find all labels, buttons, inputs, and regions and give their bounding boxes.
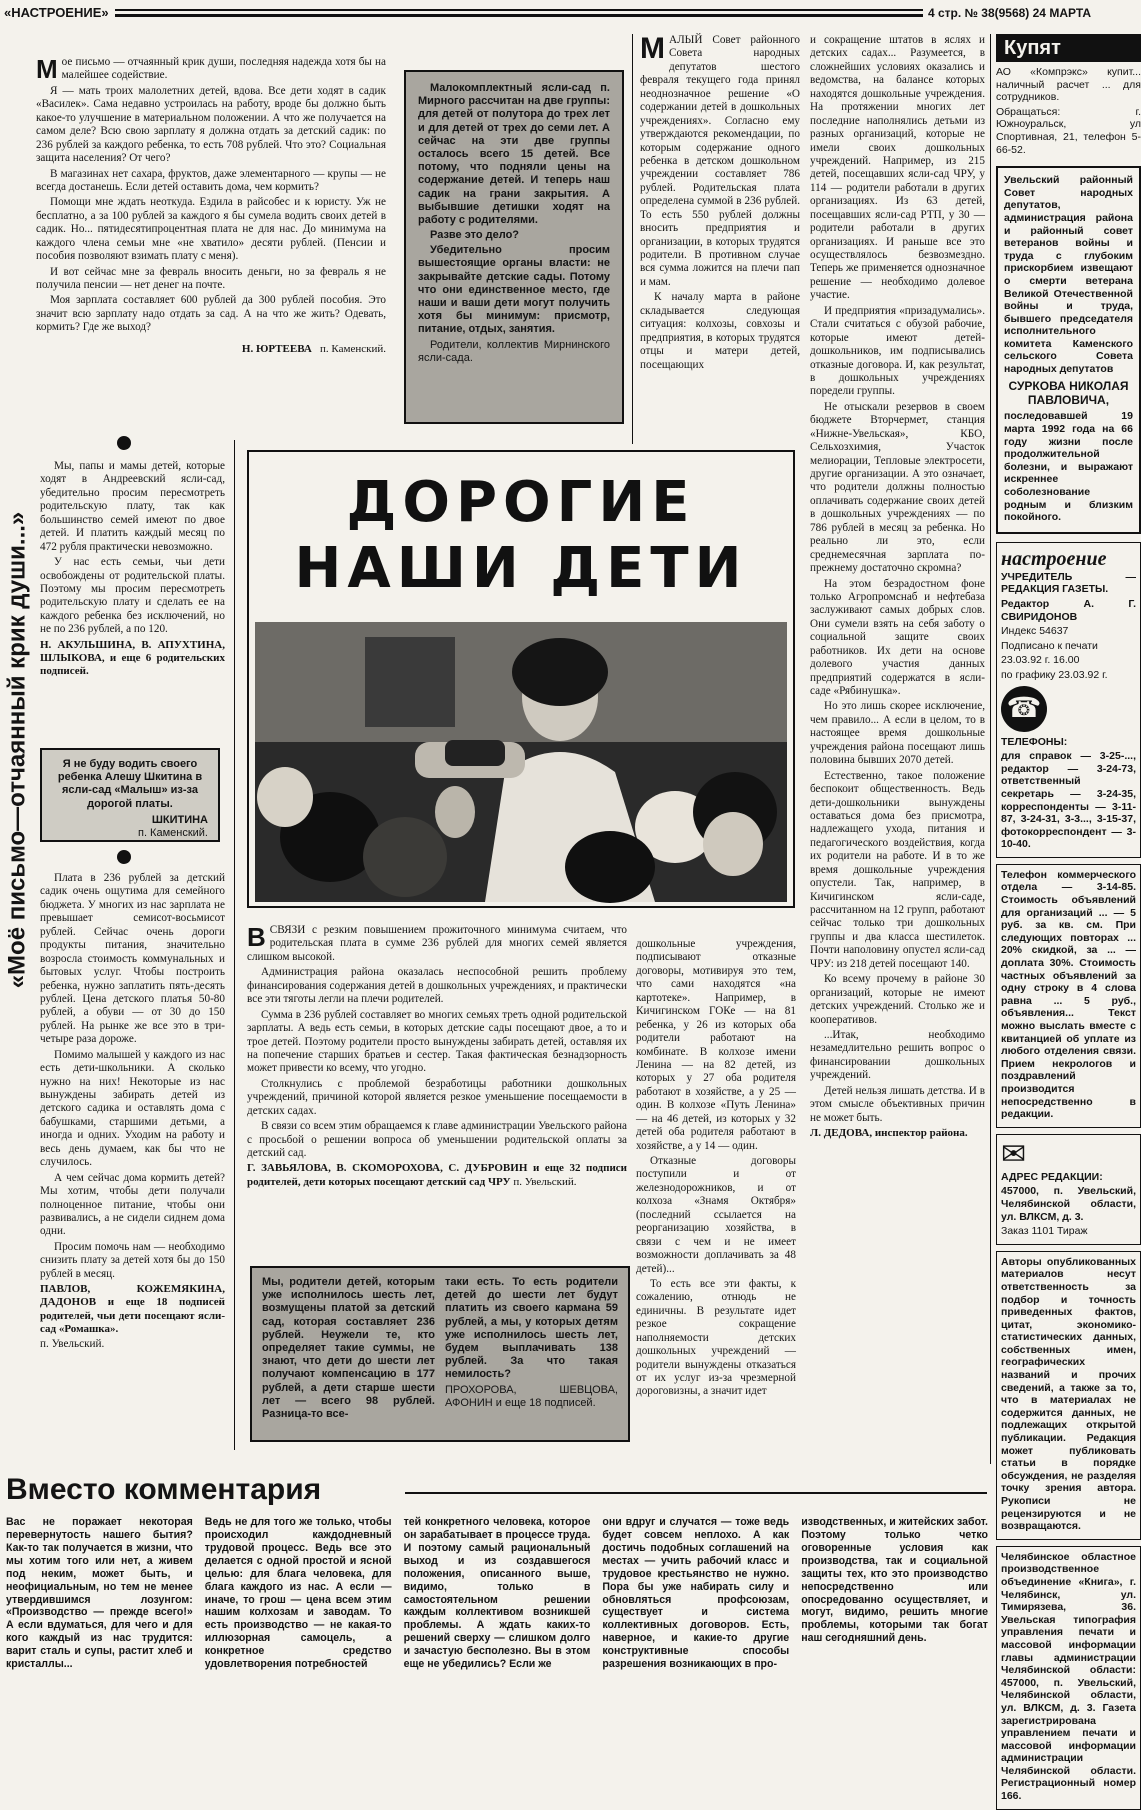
comment-col: изводственных, и житейских забот. Поэтому только четко оговоренные условия как производства, так и социальной защиты тех, кто это производство непосредственно или опосредованно осуществляет, и могут, видимо, решить многие проблемы, которыми так богат наш сегодняшний день. — [801, 1516, 988, 1645]
address-title: АДРЕС РЕДАКЦИИ: — [1001, 1170, 1103, 1183]
index: Индекс 54637 — [1001, 625, 1069, 638]
mid-top-article — [640, 34, 800, 434]
drop-cap: М — [36, 54, 58, 84]
kupyat-text: АО «Компрэкс» купит... наличный расчет ... для сотрудников. — [996, 66, 1141, 104]
photo-illustration — [255, 622, 787, 902]
center-article — [247, 924, 627, 1254]
box-right-text: таки есть. То есть родители детей до шести лет будут платить из своего кармана 59 рублей, а мы, у которых детям уже исполнилось шесть лет, будем выплачивать 138 рублей. За что такая немилость? — [445, 1276, 618, 1381]
ads-text: Телефон коммерческого отдела — 3-14-85. Стоимость объявлений для организаций ... — 5 руб. за кв. см. При следующих повторах ... 20% скидкой, за ... — доплата 30%. Стоимость частных объявлений за одну строку в 4 слова равна ... 5 руб., объявления... Текст можно выслать вместе с квитанцией об уплате из любого отделения связи. Прием некрологов и поздравлений производится непосредственно в редакции. — [1001, 868, 1136, 1121]
paragraph: Не отыскали резервов в своем бюджете Вторчермет, станция «Нижне-Увельская», КБО, Сельхозхимия, Участок мелиорации, Тепловые электросети, другие организации. А это означает, что родители должны полностью оплачивать содержание своих детей в дошкольных учреждениях — по 786 рублей в месяц за ребенка. Но реально ли это, если среднемесячная зарплата по-прежнему достаточно скромна? — [810, 400, 985, 575]
paragraph: Плата в 236 рублей за детский садик очень ощутима для семейного бюджета. У многих из нас зарплата не превышает семисот-восьмисот рублей. Сейчас очень дороги продукты питания, значительно возросла стоимость коммунальных и бытовых услуг. Чтобы построить ребенка, нужно заплатить пять-десять рублей. Цена детского платья 50-80 рублей, а обуви — от 30 до 150 рублей. На рынке же все это в три-четыре раза дороже. — [40, 872, 225, 1046]
letter-romashka — [40, 872, 225, 1447]
paragraph: В магазинах нет сахара, фруктов, даже элементарного — крупы — не всегда достанешь. Если детей оставить дома, чем кормить? — [36, 167, 386, 193]
comment-columns — [6, 1516, 988, 1721]
paragraph: Столкнулись с проблемой безработицы работники дошкольных учреждений, причиной которой является резкое уменьшение посещаемости в детских садах. — [247, 1077, 627, 1117]
obituary-tail: последовавшей 19 марта 1992 года на 66 году жизни после продолжительной болезни, и выражают искреннее соболезнование родным и близким покойного. — [1004, 410, 1133, 524]
headline — [249, 470, 793, 602]
box-shkitina — [40, 748, 220, 842]
printing-box — [996, 1546, 1141, 1810]
paragraph: К началу марта в районе складывается следующая ситуация: колхозы, совхозы и предприятия, в которых трудятся отцы и матери детей, посещающих — [640, 291, 800, 371]
paragraph: Помощи мне ждать неоткуда. Ездила в райсобес и к юристу. Уж не бесплатно, а за 100 рублей за каждого я бы сумела водить своих детей в садик. Но... пятидесятипроцентная плата не для нас. До минимума на каждого члена семьи мне «не хватило» десяти рублей. (Пенсии и пособия позволяют взимать плату с меня). — [36, 196, 386, 263]
ads-box — [996, 864, 1141, 1128]
column-rule — [990, 34, 991, 1464]
paragraph: Моя зарплата составляет 600 рублей да 300 рублей пособия. Это значит всю зарплату надо отдать за сад. А на что же жить? Одевать, кормить? Где же выход? — [36, 294, 386, 334]
paragraph: ...Итак, необходимо незамедлительно решить вопрос о финансировании дошкольных учреждений. — [810, 1028, 985, 1082]
bullet — [117, 436, 131, 450]
masthead-logo: настроение — [1001, 547, 1107, 570]
paragraph: АЛЫЙ Совет районного Совета народных депутатов шестого февраля текущего года принял неоднозначное решение «О содержании детей в дошкольных учреждениях». Согласно ему утверждаются рекомендации, по которым содержание одного ребенка в детском дошкольном учреждении составляет 786 рублей. Родительская плата определена суммой в 236 рублей. То есть 550 рублей должны вносить предприятия и организации, в которых трудятся родители. В противном случае вся сумма ложится на плечи пап и мам. — [640, 34, 800, 288]
header-issue: 4 стр. № 38(9568) 24 МАРТА — [928, 6, 1092, 20]
paragraph: Администрация района оказалась неспособной решить проблему финансирования содержания детей в дошкольных учреждениях, и практически все эти тяготы легли на плечи родителей. — [247, 966, 627, 1006]
paragraph: Помимо малышей у каждого из нас есть дети-школьники. А сколько нужно на них! Некоторые из нас вынуждены забирать детей из детского садика и оставлять дома с бабушками, старшими детьми, а иногда и одних. Уходим на работу и весь день думаем, как бы что не случилось. — [40, 1048, 225, 1169]
paragraph: и сокращение штатов в яслях и детских садах... Разумеется, в сложнейших условиях оказались и ведомства, на балансе которых находятся дошкольные учреждения. На протяжении многих лет последние наполнялись детьми из разных организаций, которые не имели своих дошкольных учреждений. Например, из 215 детей, посещавших ясли-сад ЧРУ, у 114 — родители работали в других организациях. Из 63 детей, посещавших ясли-сад РТП, у 30 — родители работали в других организациях. И раньше все это осуществлялось безвозмездно. Теперь же применяется однозначное решение — необходимо долевое участие. — [810, 34, 985, 302]
center-right-article — [636, 938, 796, 1458]
paragraph: Детей нельзя лишать детства. И в этом смысле объективных причин не может быть. — [810, 1084, 985, 1124]
paragraph: Но это лишь скорее исключение, чем правило... А если в целом, то в настоящее время дошкольные учреждения района посещают лишь половина бывших 2070 детей. — [810, 700, 985, 767]
paragraph: Просим помочь нам — необходимо снизить плату за детей хотя бы до 150 рублей в месяц. — [40, 1240, 225, 1280]
comment-col: Вас не поражает некоторая перевернутость нашего бытия? Как-то так получается в жизни, что мы хотим того или нет, а живем под неким, может быть, и неофициальным, но тем не менее утвердившимся лозунгом: «Производство — прежде всего!» А если вдуматься, для чего и для кого каждый из нас трудится: варит сталь и супы, растит хлеб и кристаллы... — [6, 1516, 193, 1671]
letter-andreevka — [40, 460, 225, 736]
place: п. Увельский. — [40, 1337, 105, 1350]
right-strip — [996, 34, 1141, 1803]
box-left-text: Мы, родители детей, которым уже исполнилось шесть лет, возмущены платой за детский сад, которая составляет 236 рублей. Неужели те, кто определяет такие суммы, не знают, что дети до шести лет получают компенсацию в 177 рублей, а дети старше шести лет — всего 98 рублей. Разница-то все- — [262, 1276, 435, 1420]
kupyat-contact: Обращаться: г. Южноуральск, ул Спортивная, 21, телефон 5-66-52. — [996, 105, 1141, 156]
paragraph: дошкольные учреждения, подписывают отказные договоры, мотивируя это тем, что сами находятся «на картотеке». Например, в Кичигинском ГОКе — на 81 ребенка, у 26 из которых оба родители работают на комбинате. В колхозе имени Ленина — на 82 детей, из которых у 27 оба родителя работают в хозяйстве, а у 25 — один. В колхозе «Путь Ленина» — на 46 детей, из которых у 32 детей оба родителя работают в хозяйстве, а у 14 — один. — [636, 938, 796, 1152]
signature: Л. ДЕДОВА, инспектор района. — [810, 1127, 968, 1139]
paragraph: Ко всему прочему в районе 30 организаций, которые не имеют детских учреждений. Столько же и кооперативов. — [810, 973, 985, 1026]
signature: ШКИТИНА — [151, 813, 208, 826]
paragraph: В связи со всем этим обращаемся к главе администрации Увельского района с просьбой о решении вопроса об уменьшении родительской оплаты за детский сад. — [247, 1120, 627, 1159]
signature: Г. ЗАВЬЯЛОВА, В. СКОМОРОХОВА, С. ДУБРОВИН и еще 32 подписи родителей, дети которых посещают детский сад ЧРУ п. Увельский. — [247, 1162, 628, 1188]
signature: Родители, коллектив Мирнинского ясли-сада. — [418, 338, 610, 364]
signature: ПРОХОРОВА, ШЕВЦОВА, АФОНИН и еще 18 подписей. — [445, 1383, 618, 1409]
envelope-icon: ✉ — [1001, 1137, 1027, 1171]
address-box — [996, 1134, 1141, 1245]
comment-col: тей конкретного человека, которое он зарабатывает в процессе труда. И поэтому самый рациональный выход и из создавшегося положения, описанного выше, видимо, только в самостоятельном решении каждым коллективом возникшей проблемы. А ждать каких-то решений сверху — слишком долго и зачастую бесполезно. Вы в этом еще не убедились? Если же — [403, 1516, 591, 1671]
date1: 23.03.92 г. 16.00 — [1001, 654, 1080, 667]
paragraph: Сумма в 236 рублей составляет во многих семьях треть одной родительской зарплаты. А ведь есть семьи, в которых детские сады посещают двое, а то и трое детей. Поэтому родители просто вынуждены забирать детей, оставляя их на попечение старших братьев и сестер. Такая фактическая безнадзорность может привести ко всему, что угодно. — [247, 1008, 627, 1075]
signature: Н. ЮРТЕЕВА п. Каменский. — [241, 342, 386, 355]
signature: ПАВЛОВ, КОЖЕМЯКИНА, ДАДОНОВ и еще 18 подписей родителей, чьи дети посещают ясли-сад «Ромашка». — [40, 1283, 226, 1335]
printing: Челябинское областное производственное объединение «Книга», г. Челябинск, ул. Тимирязева, 36. Увельская типография управления печати и массовой информации главы администрации Челябинской области: 457000, п. Увельский, Челябинской области, ул. ВЛКСМ, д. 3. Газета зарегистрирована управлением печати и массовой информации администрации Челябинской области. Регистрационный номер 166. — [1001, 1550, 1136, 1803]
phones: для справок — 3-25-..., редактор — 3-24-73, ответственный секретарь — 3-24-35, корреспонденты — 3-11-87, 3-24-31, 3-3..., 3-15-37, фотокорреспондент — 3-10-40. — [1001, 750, 1136, 851]
editor: Редактор А. Г. СВИРИДОНОВ — [1001, 597, 1136, 623]
order: Заказ 1101 Тираж — [1001, 1225, 1088, 1238]
address: 457000, п. Увельский, Челябинской области, ул. ВЛКСМ, д. 3. — [1001, 1185, 1136, 1223]
masthead-box — [996, 542, 1141, 858]
signature: Н. АКУЛЬШИНА, В. АПУХТИНА, ШЛЫКОВА, и еще 6 родительских подписей. — [40, 638, 225, 678]
header-rule — [115, 9, 923, 17]
bullet — [117, 850, 131, 864]
founder: УЧРЕДИТЕЛЬ — РЕДАКЦИЯ ГАЗЕТЫ. — [1001, 570, 1136, 596]
place: п. Каменский. — [137, 826, 208, 839]
article-lead: ое письмо — отчаянный крик души, последняя надежда хотя бы на малейшее содействие. — [61, 56, 386, 82]
phone-icon: ☎ — [1001, 686, 1047, 732]
paragraph: У нас есть семьи, чьи дети освобождены от родительской платы. Поэтому мы просим пересмотреть родительскую плату и сделать ее на каждого ребенка без исключений, но не по 236 рублей, а по 120. — [40, 556, 225, 636]
paragraph: Я — мать троих малолетних детей, вдова. Все дети ходят в садик «Василек». Сама недавно устроилась на работу, вроде бы должно быть какое-то улучшение в материальном положении. А что же получается на самом деле? Всю свою зарплату я должна отдать за детский садик: по 236 рублей за каждого ребенка, то есть 708 рублей. Что это? Социальная защита населения? От чего? — [36, 84, 386, 165]
obituary-box — [996, 166, 1141, 534]
comment-col: они вдруг и случатся — тоже ведь будет совсем неплохо. А как достичь подобных соглашений на местах — учить рабочий класс и трудовое крестьянство не нужно. Пора бы уже набирать силу и обновляться профсоюзам, существует и система коллективных договоров. Есть, наверное, и какие-то другие конструктивные способы разрешения возникающих в про- — [602, 1516, 790, 1671]
comment-col: Ведь не для того же только, чтобы происходил каждодневный трудовой процесс. Ведь все это делается с одной простой и ясной целью: для блага человека, для блага каждого из нас. А если — иначе, то грош — цена всем этим нашим колхозам и заводам. То есть производство — не какая-то иллюзорная самоцель, а конкретное средство удовлетворения потребностей — [204, 1516, 392, 1671]
header-rubric: «НАСТРОЕНИЕ» — [4, 5, 109, 20]
comment-rule — [405, 1492, 987, 1494]
shaded-box-six-year-olds — [250, 1266, 630, 1442]
drop-cap: М — [640, 32, 665, 65]
paragraph: Мы, папы и мамы детей, которые ходят в Андреевский ясли-сад, убедительно просим пересмотреть родительскую плату, так как большинство семей имеют по двое детей. И платить каждый месяц по 472 рубля практически невозможно. — [40, 460, 225, 553]
obituary-text: Увельский районный Совет народных депутатов, администрация района и районный совет ветеранов войны и труда с глубоким прискорбием извещают о смерти ветерана Великой Отечественной войны и труда, бывшего председателя исполнительного комитета Каменского сельского Совета народных депутатов — [1004, 174, 1133, 376]
date2: по графику 23.03.92 г. — [1001, 668, 1108, 681]
disclaimer-box — [996, 1251, 1141, 1540]
box-text: Я не буду водить своего ребенка Алешу Шкитина в ясли-сад «Малыш» из-за дорогой платы. — [57, 758, 203, 810]
shaded-box-mirny — [404, 70, 624, 424]
phones-title: ТЕЛЕФОНЫ: — [1001, 735, 1068, 748]
right-article — [810, 34, 985, 1464]
comment-title: Вместо комментария — [6, 1473, 322, 1506]
photo-children-teacher — [255, 622, 787, 902]
headline-line-2: НАШИ ДЕТИ — [294, 536, 748, 601]
paragraph: И вот сейчас мне за февраль вносить деньги, но за февраль я не получила пенсии — нет денег на почте. — [36, 265, 386, 291]
column-rule — [632, 34, 633, 444]
headline-line-1: ДОРОГИЕ — [346, 470, 696, 535]
paragraph: То есть все эти факты, к сожалению, отнюдь не единичны. В результате идет резкое сокращение наполняемости детских дошкольных учреждений — родители вынуждены отказаться от их услуг из-за чрезмерной дороговизны, а значит идет — [636, 1277, 796, 1398]
signed: Подписано к печати — [1001, 639, 1098, 652]
paragraph: И предприятия «призадумались». Стали считаться с обузой рабочие, которые имеют детей-дошкольников, им подписывались отказные договора. И, как результат, в дошкольных учреждениях поредели группы. — [810, 304, 985, 398]
paragraph: На этом безрадостном фоне только Агропромснаб и нефтебаза заслуживают самых добрых слов. Они сумели взять на себя заботу о социальной защите своих работников. Их дети на основе долевого участия данных предприятий содержатся в ясли-саде «Рябинушка». — [810, 577, 985, 697]
paragraph: Отказные договоры поступили и от железнодорожников, и от колхоза «Знамя Октября» (последний ссылается на реорганизацию хозяйства, в связи с чем и не имеет возможности доплачивать за 48 детей)... — [636, 1155, 796, 1275]
disclaimer: Авторы опубликованных материалов несут ответственность за подбор и точность приведенных фактов, цитат, экономико-статистических данных, собственных имен, географических названий и прочих сведений, а также за то, что в материалах не содержится данных, не подлежащих открытой публикации. Редакция может публиковать статьи в порядке обсуждения, не разделяя точку зрения автора. Рукописи не рецензируются и не возвращаются. — [1001, 1255, 1136, 1533]
paragraph: Убедительно просим вышестоящие органы власти: не закрывайте детские сады. Потому что они единственное место, где наши и ваши дети могут получить хотя бы минимум: присмотр, питание, отдых, занятия. — [418, 244, 610, 336]
headline-photo-frame — [247, 450, 795, 908]
paragraph: Естественно, такое положение беспокоит общественность. Ведь дети-дошкольники вынуждены оставаться дома без присмотра, надлежащего ухода, питания и педагогического воздействия, когда их родители на работе. И в то же время дошкольные учреждения опустели. Так, например, в Кичигинском ясли-саде, рассчитанном на 12 групп, работают сейчас только три дошкольных группы и два класса шестилеток. Почти наполовину опустел ясли-сад ЧРУ: из 218 детей посещают 140. — [810, 769, 985, 970]
paragraph: СВЯЗИ с резким повышением прожиточного минимума считаем, что родительская плата в сумме 236 рублей для многих семей является слишком высокой. — [247, 924, 627, 963]
column-rule — [234, 440, 235, 1450]
kupyat-title: Купят — [996, 34, 1141, 62]
paragraph: Малокомплектный ясли-сад п. Мирного рассчитан на две группы: для детей от полутора до трех лет и для детей от трех до семи лет. А сейчас на эти две группы осталось всего 15 детей. Все потому, что подняли цены на содержание детей. И теперь наш садик на грани закрытия. А выбывшие детишки ходят на работу с родителями. — [418, 82, 610, 226]
paragraph: А чем сейчас дома кормить детей? Мы хотим, чтобы дети получали полноценное питание, чтобы они развивались, а не сидели сиднем дома одни. — [40, 1171, 225, 1238]
vertical-title: «Моё письмо—отчаянный крик души...» — [3, 511, 31, 989]
paragraph: Разве это дело? — [430, 229, 520, 242]
obituary-name: СУРКОВА НИКОЛАЯ ПАВЛОВИЧА, — [1008, 378, 1129, 408]
left-top-article — [36, 56, 386, 431]
drop-cap: В — [247, 922, 266, 952]
